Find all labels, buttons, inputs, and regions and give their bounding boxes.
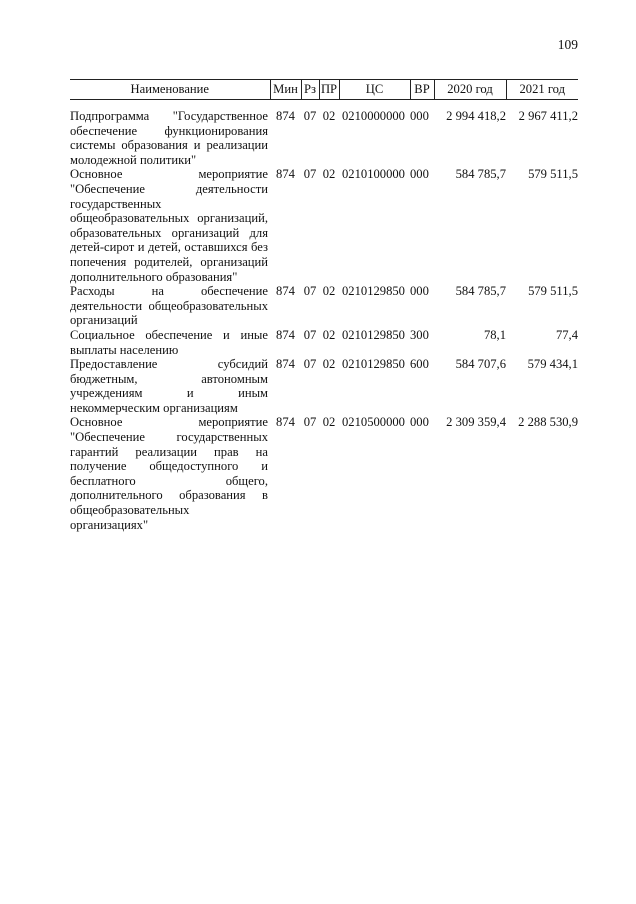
row-2020: 2 994 418,2 [446, 109, 506, 123]
row-rz: 07 [303, 109, 317, 123]
row-2020: 2 309 359,4 [446, 415, 506, 430]
row-2021: 579 511,5 [528, 167, 578, 182]
row-min: 874 [276, 357, 295, 372]
row-name: Основное мероприятие "Обеспечение деятельности государственных общеобразовательных организаций, образовательных организаций для детей-сирот и детей, оставшихся без попечения родителей, организаций дополнительного образования" [70, 167, 268, 284]
row-2021: 2 967 411,2 [518, 109, 578, 123]
row-pr: 02 [322, 109, 336, 123]
row-cs: 0210100000 [342, 167, 405, 182]
header-cs: ЦС [339, 80, 410, 100]
row-vr: 000 [410, 109, 429, 123]
row-min: 874 [276, 284, 295, 299]
table-row [70, 415, 578, 532]
row-2021: 2 288 530,9 [518, 415, 578, 430]
row-cs: 0210129850 [342, 327, 405, 342]
row-2020: 78,1 [483, 327, 506, 342]
row-2020: 584 785,7 [455, 167, 506, 182]
row-cs: 0210500000 [342, 415, 405, 430]
row-name: Социальное обеспечение и иные выплаты населению [70, 327, 268, 357]
row-cs: 0210129850 [342, 284, 405, 299]
row-min: 874 [276, 327, 295, 342]
page-number: 109 [557, 37, 578, 52]
row-rz: 07 [303, 167, 317, 182]
row-name: Основное мероприятие "Обеспечение государственных гарантий реализации прав на получение общедоступного и бесплатного общего, дополнительного образования в общеобразовательных организациях" [70, 415, 268, 532]
header-pr: ПР [319, 80, 339, 100]
row-2021: 579 511,5 [528, 284, 578, 299]
table-row [70, 284, 578, 328]
row-rz: 07 [303, 327, 317, 342]
row-rz: 07 [303, 357, 317, 372]
table-body [70, 100, 578, 533]
row-name: Расходы на обеспечение деятельности общеобразовательных организаций [70, 284, 268, 328]
row-name: Предоставление субсидий бюджетным, автономным учреждениям и иным некоммерческим организациям [70, 357, 268, 415]
row-rz: 07 [303, 284, 317, 299]
row-2021: 579 434,1 [527, 357, 578, 372]
row-2021: 77,4 [555, 327, 578, 342]
row-pr: 02 [322, 327, 336, 342]
row-cs: 0210129850 [342, 357, 405, 372]
row-vr: 000 [410, 167, 429, 182]
row-min: 874 [276, 109, 295, 123]
row-name: Подпрограмма "Государственное обеспечение функционирования системы образования и реализации молодежной политики" [70, 109, 268, 167]
table-row [70, 100, 578, 168]
row-pr: 02 [322, 357, 336, 372]
row-pr: 02 [322, 167, 336, 182]
row-2020: 584 707,6 [455, 357, 506, 372]
header-min: Мин [270, 80, 301, 100]
row-2020: 584 785,7 [455, 284, 506, 299]
row-vr: 000 [410, 415, 429, 430]
table-row [70, 328, 578, 357]
row-vr: 000 [410, 284, 429, 299]
header-2021: 2021 год [506, 80, 578, 100]
header-name: Наименование [70, 80, 270, 100]
row-vr: 600 [410, 357, 429, 372]
row-pr: 02 [322, 284, 336, 299]
row-pr: 02 [322, 415, 336, 430]
budget-table [70, 79, 578, 532]
header-rz: Рз [301, 80, 319, 100]
header-vr: ВР [410, 80, 434, 100]
table-row [70, 167, 578, 284]
row-rz: 07 [303, 415, 317, 430]
row-vr: 300 [410, 327, 429, 342]
header-2020: 2020 год [434, 80, 506, 100]
row-min: 874 [276, 415, 295, 430]
row-cs: 0210000000 [342, 109, 405, 123]
table-row [70, 357, 578, 415]
row-min: 874 [276, 167, 295, 182]
table-header [70, 80, 578, 100]
